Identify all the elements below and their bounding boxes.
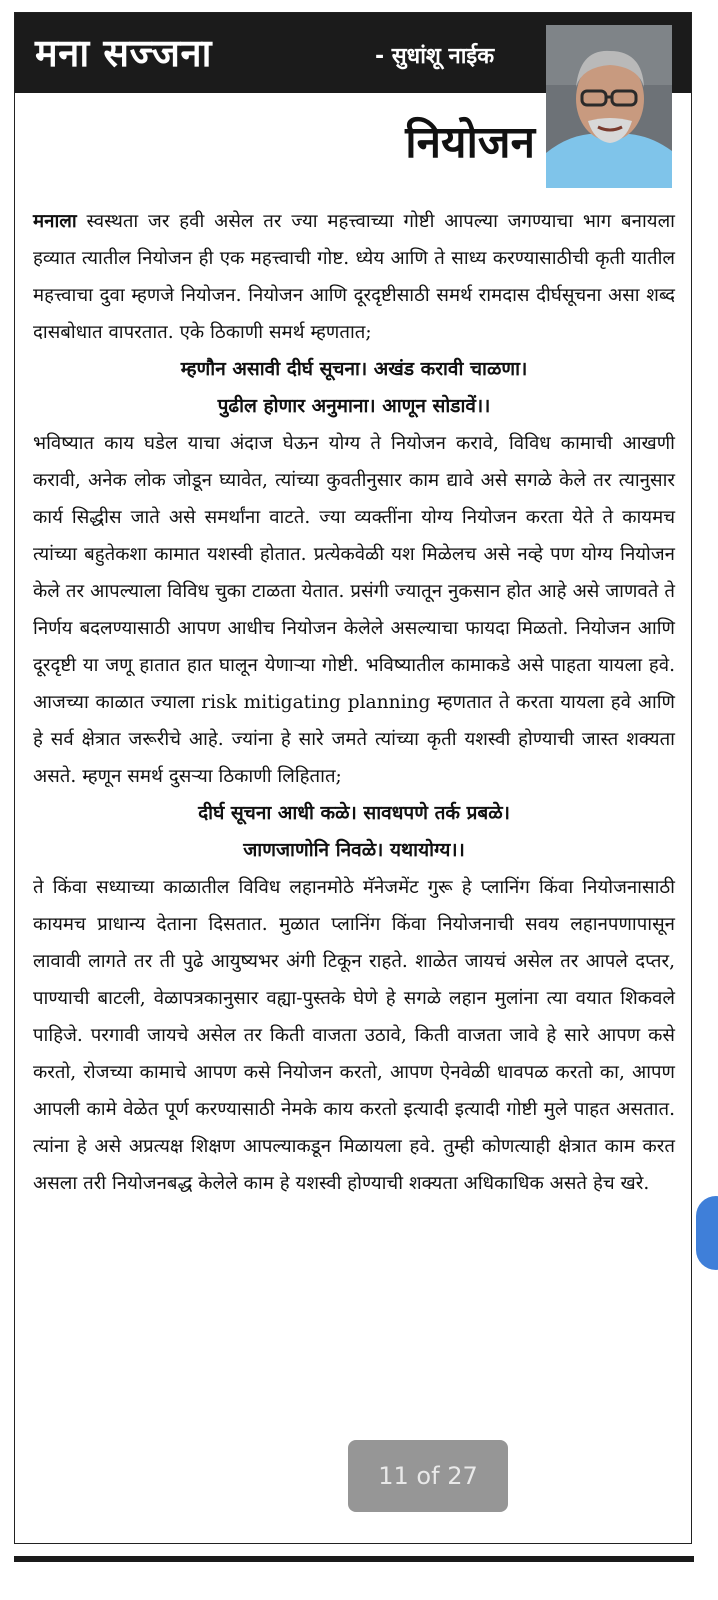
paragraph-2: भविष्यात काय घडेल याचा अंदाज घेऊन योग्य ते नियोजन करावे, विविध कामाची आखणी करावी, अनेक लोक जोडून घ्यावेत, त्यांच्या कुवतीनुसार काम द्यावे असे सगळे केले तर त्यानुसार कार्य सिद्धीस जाते असे समर्थांना वाटते. ज्या व्यक्तींना योग्य नियोजन करता येते ते कायमच त्यांच्या बहुतेकशा कामात यशस्वी होतात. प्रत्येकवेळी यश मिळेलच असे नव्हे पण योग्य नियोजन केले तर आपल्याला विविध चुका टाळता येतात. प्रसंगी ज्यातून नुकसान होत आहे असे जाणवते ते निर्णय बदलण्यासाठी आपण आधीच नियोजन केलेले असल्याचा फायदा मिळतो. नियोजन आणि दूरदृष्टी या जणू हातात हात घालून येणाऱ्या गोष्टी. भविष्यातील कामाकडे असे पाहता यायला हवे. आजच्या काळात ज्याला risk mitigating planning म्हणतात ते करता यायला हवे आणि हे सर्व क्षेत्रात जरूरीचे आहे. ज्यांना हे सारे जमते त्यांच्या कृती यशस्वी होण्याची जास्त शक्यता असते. म्हणून समर्थ दुसऱ्या ठिकाणी लिहितात; [33, 433, 675, 787]
paragraph-1-text: स्वस्थता जर हवी असेल तर ज्या महत्त्वाच्या गोष्टी आपल्या जगण्याचा भाग बनायला हव्यात त्यातील नियोजन ही एक महत्त्वाची गोष्ट. ध्येय आणि ते साध्य करण्यासाठीची कृती यातील महत्त्वाचा दुवा म्हणजे नियोजन. नियोजन आणि दूरदृष्टीसाठी समर्थ रामदास दीर्घसूचना असा शब्द दासबोधात वापरतात. एके ठिकाणी समर्थ म्हणतात; [33, 211, 675, 343]
article-clipping [14, 12, 692, 1544]
author-portrait-image [546, 25, 672, 188]
column-title: मना सज्जना [35, 31, 212, 75]
author-byline: - सुधांशू नाईक [375, 44, 495, 69]
paragraph-3: ते किंवा सध्याच्या काळातील विविध लहानमोठे मॅनेजमेंट गुरू हे प्लानिंग किंवा नियोजनासाठी कायमच प्राधान्य देताना दिसतात. मुळात प्लानिंग किंवा नियोजनाची सवय लहानपणापासून लावावी लागते तर ती पुढे आयुष्यभर अंगी टिकून राहते. शाळेत जायचं असेल तर आपले दप्तर, पाण्याची बाटली, वेळापत्रकानुसार वह्या-पुस्तके घेणे हे सगळे लहान मुलांना त्या वयात शिकवले पाहिजे. परगावी जायचे असेल तर किती वाजता उठावे, किती वाजता जावे हे सारे आपण कसे करतो, रोजच्या कामाचे आपण कसे नियोजन करतो, आपण ऐनवेळी धावपळ करतो का, आपण आपली कामे वेळेत पूर्ण करण्यासाठी नेमके काय करतो इत्यादी इत्यादी गोष्टी मुले पाहत असतात. त्यांना हे असे अप्रत्यक्ष शिक्षण आपल्याकडून मिळायला हवे. तुम्ही कोणत्याही क्षेत्रात काम करत असला तरी नियोजनबद्ध केलेले काम हे यशस्वी होण्याची शक्यता अधिकाधिक असते हेच खरे. [33, 877, 675, 1194]
author-photo [546, 25, 672, 188]
article-body [33, 203, 675, 1202]
bottom-rule [14, 1556, 694, 1562]
article-title: नियोजन [405, 117, 535, 168]
verse-1-line-2: पुढील होणार अनुमाना। आणून सोडावें।। [217, 395, 491, 417]
scroll-handle[interactable] [696, 1196, 718, 1270]
paragraph-1 [33, 203, 675, 351]
lead-word: मनाला [33, 211, 77, 232]
verse-2-line-2: जाणजाणोनि निवळे। यथायोग्य।। [243, 839, 465, 861]
verse-1-line-1: म्हणौन असावी दीर्घ सूचना। अखंड करावी चाळणा। [180, 358, 528, 380]
page-indicator: 11 of 27 [348, 1440, 508, 1512]
verse-2-line-1: दीर्घ सूचना आधी कळे। सावधपणे तर्क प्रबळे। [198, 802, 510, 824]
